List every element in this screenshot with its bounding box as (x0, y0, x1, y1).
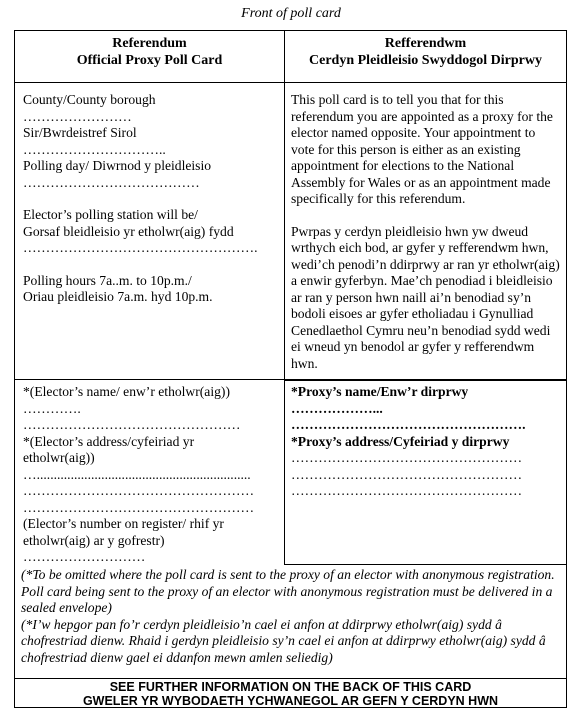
proxy-details (284, 380, 566, 565)
polling-station-field: ……………………………………………. (23, 240, 258, 255)
header-english-line2: Official Proxy Poll Card (76, 53, 223, 68)
polling-day-label: Polling day/ Diwrnod y pleidleisio (23, 158, 212, 173)
proxy-name-field-2: ……………………………………………. (291, 417, 526, 432)
card-footer (15, 679, 566, 708)
elector-address-field-3: …………………………………………… (23, 499, 255, 515)
card-names-section (15, 380, 566, 565)
elector-address-label-2: etholwr(aig)) (23, 450, 95, 465)
proxy-address-field-3: …………………………………………… (291, 483, 523, 498)
elector-address-field-2: …………………………………………… (23, 483, 255, 498)
elector-number-label: (Elector’s number on register/ rhif yr (23, 516, 224, 531)
polling-hours-label-welsh: Oriau pleidleisio 7a.m. hyd 10p.m. (23, 289, 213, 304)
polling-details (15, 83, 284, 379)
elector-address-label: *(Elector’s address/cyfeiriad yr (23, 433, 195, 449)
polling-hours-label: Polling hours 7a..m. to 10p.m./ (23, 272, 192, 288)
elector-name-label: *(Elector’s name/ enw’r etholwr(aig)) (23, 384, 230, 399)
header-english-line1: Referendum (112, 36, 187, 51)
elector-number-label-2: etholwr(aig) ar y gofrestr) (23, 532, 165, 548)
elector-name-field: …………. (23, 400, 81, 416)
sir-label: Sir/Bwrdeistref Sirol (23, 125, 137, 140)
anonymous-registration-note (15, 566, 566, 679)
proxy-address-field-2: …………………………………………… (291, 466, 523, 482)
proxy-address-field-1: …………………………………………… (291, 450, 523, 465)
polling-station-label-welsh: Gorsaf bleidleisio yr etholwr(aig) fydd (23, 223, 234, 239)
header-welsh-line1: Refferendwm (384, 36, 467, 51)
proxy-name-field: ………………... (291, 400, 383, 416)
elector-details (15, 380, 284, 565)
county-field: …………………… (23, 108, 132, 124)
info-english: This poll card is to tell you that for this referendum you are appointed as a proxy for the elector named opposite. Your appointment to vote for this person is either as an existing appointment for elections to the National Assembly for Wales or as an appointment made specifically for this referendum. (291, 92, 553, 206)
note-welsh: (*I’w hepgor pan fo’r cerdyn pleidleisio’n cael ei anfon at ddirprwy etholwr(aig) sydd â chofrestriad dienw. Rhaid i gerdyn pleidleisio sy’n cael ei anfon at ddirprwy etholwr(aig) sydd â chofrestriad dienw gael ei ddanfon mewn amlen seliedig) (21, 616, 546, 665)
elector-number-field: ……………………… (23, 549, 146, 564)
polling-station-label: Elector’s polling station will be/ (23, 207, 198, 222)
sir-field: ………………………….. (23, 141, 166, 157)
header-english (15, 31, 284, 82)
appointment-info (284, 83, 566, 379)
note-english: (*To be omitted where the poll card is sent to the proxy of an elector with anonymous registration. Poll card being sent to the proxy of an elector with anonymous registration must be delivered in a sealed envelope) (21, 567, 555, 615)
elector-address-field-1: …............................................................... (23, 466, 251, 482)
card-header (15, 31, 566, 83)
proxy-name-label: *Proxy’s name/Enw’r dirprwy (291, 384, 469, 399)
page-caption: Front of poll card (241, 6, 341, 21)
header-welsh (284, 31, 566, 82)
poll-card (14, 30, 567, 708)
info-welsh: Pwrpas y cerdyn pleidleisio hwn yw dweud wrthych eich bod, ar gyfer y refferendwm hwn, wedi’ch penodi’n ddirprwy ar ran yr etholwr(aig) a enwir gyferbyn. Mae’ch penodiad i bleidleisio ar ran y person hwn naill ai’n benodiad sy’n bodoli eisoes ar gyfer etholiadau i Gynulliad Cenedlaethol Cymru neu’n benodiad sydd wedi ei wneud yn benodol ar gyfer y refferendwm hwn. (291, 223, 560, 371)
polling-day-field: ………………………………… (23, 174, 200, 190)
card-details-section (15, 83, 566, 380)
county-label: County/County borough (23, 92, 156, 107)
header-welsh-line2: Cerdyn Pleidleisio Swyddogol Dirprwy (309, 53, 542, 68)
footer-welsh: GWELER YR WYBODAETH YCHWANEGOL AR GEFN Y CERDYN HWN (82, 694, 499, 708)
footer-english: SEE FURTHER INFORMATION ON THE BACK OF THIS CARD (109, 680, 472, 694)
elector-name-field-2: ………………………………………… (23, 417, 241, 432)
proxy-address-label: *Proxy’s address/Cyfeiriad y dirprwy (291, 433, 510, 449)
